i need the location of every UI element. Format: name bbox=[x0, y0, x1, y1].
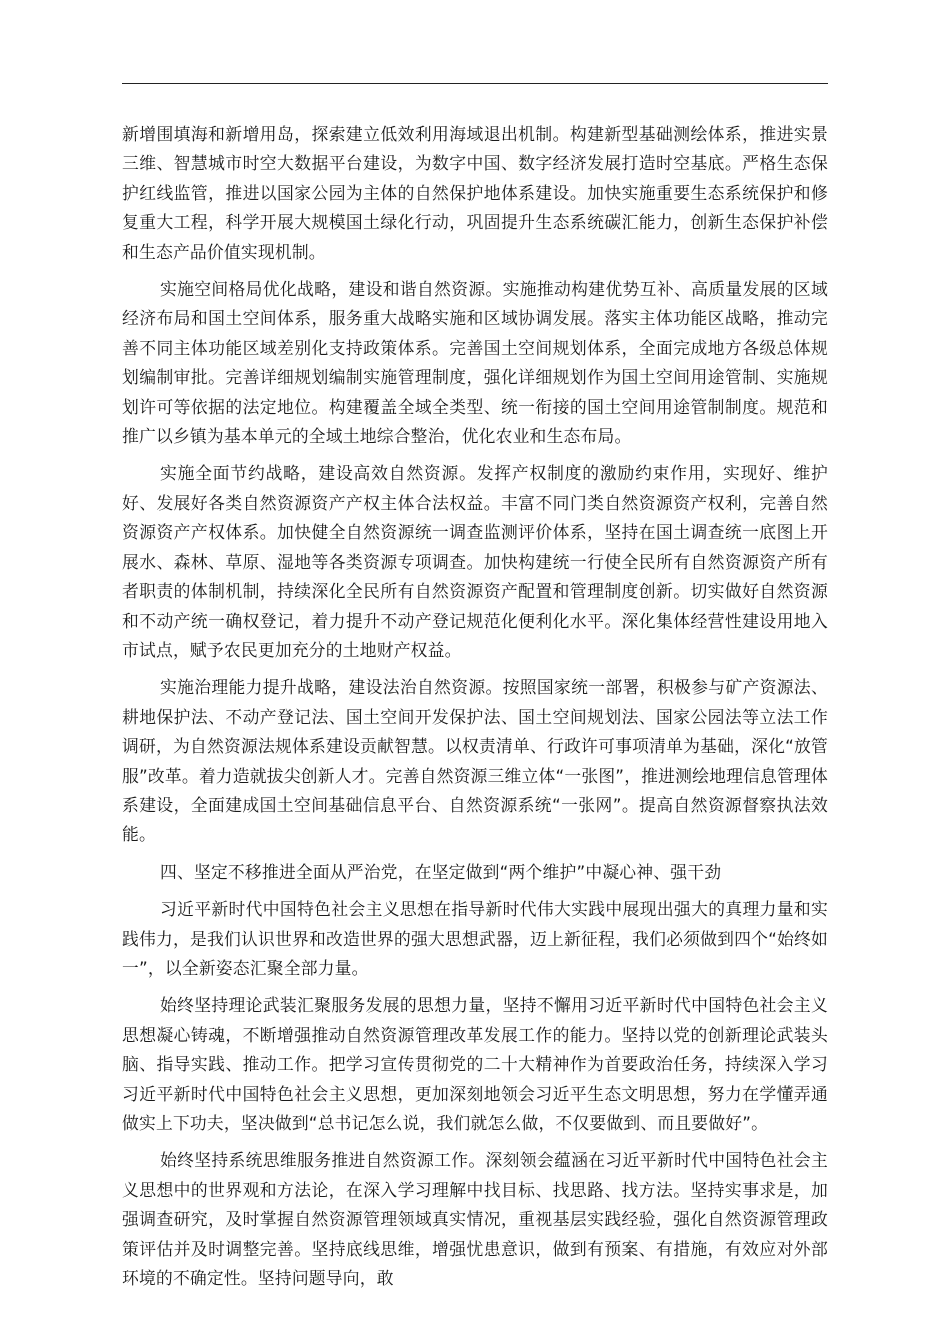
paragraph-systems-thinking: 始终坚持系统思维服务推进自然资源工作。深刻领会蕴涵在习近平新时代中国特色社会主义思想中的世界观和方法论，在深入学习理解中找目标、找思路、找方法。坚持实事求是，加强调查研究，及时掌握自然资源管理领域真实情况，重视基层实践经验，强化自然资源管理政策评估并及时调整完善。坚持底线思维，增强忧患意识，做到有预案、有措施，有效应对外部环境的不确定性。坚持问题导向，敢 bbox=[122, 1150, 828, 1289]
paragraph-continuation: 新增围填海和新增用岛，探索建立低效利用海域退出机制。构建新型基础测绘体系，推进实景三维、智慧城市时空大数据平台建设，为数字中国、数字经济发展打造时空基底。严格生态保护红线监管，推进以国家公园为主体的自然保护地体系建设。加快实施重要生态系统保护和修复重大工程，科学开展大规模国土绿化行动，巩固提升生态系统碳汇能力，创新生态保护补偿和生态产品价值实现机制。 bbox=[122, 124, 828, 262]
paragraph-governance-strategy: 实施治理能力提升战略，建设法治自然资源。按照国家统一部署，积极参与矿产资源法、耕地保护法、不动产登记法、国土空间开发保护法、国土空间规划法、国家公园法等立法工作调研，为自然资源法规体系建设贡献智慧。以权责清单、行政许可事项清单为基础，深化“放管服”改革。着力造就拔尖创新人才。完善自然资源三维立体“一张图”，推进测绘地理信息管理体系建设，全面建成国土空间基础信息平台、自然资源系统“一张网”。提高自然资源督察执法效能。 bbox=[122, 677, 828, 845]
paragraph-spatial-strategy: 实施空间格局优化战略，建设和谐自然资源。实施推动构建优势互补、高质量发展的区域经济布局和国土空间体系，服务重大战略实施和区域协调发展。落实主体功能区战略，推动完善不同主体功能区域差别化支持政策体系。完善国土空间规划体系，全面完成地方各级总体规划编制审批。完善详细规划编制实施管理制度，强化详细规划作为国土空间用途管制、实施规划许可等依据的法定地位。构建覆盖全域全类型、统一衔接的国土空间用途管制制度。规范和推广以乡镇为基本单元的全域土地综合整治，优化农业和生态布局。 bbox=[122, 279, 828, 447]
section-heading-four: 四、坚定不移推进全面从严治党，在坚定做到“两个维护”中凝心神、强干劲 bbox=[160, 861, 722, 882]
header-rule bbox=[122, 83, 828, 84]
paragraph-thought-intro: 习近平新时代中国特色社会主义思想在指导新时代伟大实践中展现出强大的真理力量和实践伟力，是我们认识世界和改造世界的强大思想武器，迈上新征程，我们必须做到四个“始终如一”，以全新姿态汇聚全部力量。 bbox=[122, 899, 828, 978]
document-body bbox=[122, 120, 828, 1301]
paragraph-conservation-strategy: 实施全面节约战略，建设高效自然资源。发挥产权制度的激励约束作用，实现好、维护好、发展好各类自然资源资产产权主体合法权益。丰富不同门类自然资源资产权利，完善自然资源资产产权体系。加快健全自然资源统一调查监测评价体系，坚持在国土调查统一底图上开展水、森林、草原、湿地等各类资源专项调查。加快构建统一行使全民所有自然资源资产所有者职责的体制机制，持续深化全民所有自然资源资产配置和管理制度创新。切实做好自然资源和不动产统一确权登记，着力提升不动产登记规范化便利化水平。深化集体经营性建设用地入市试点，赋予农民更加充分的土地财产权益。 bbox=[122, 463, 828, 660]
paragraph-theory-arming: 始终坚持理论武装汇聚服务发展的思想力量，坚持不懈用习近平新时代中国特色社会主义思想凝心铸魂，不断增强推动自然资源管理改革发展工作的能力。坚持以党的创新理论武装头脑、指导实践、推动工作。把学习宣传贯彻党的二十大精神作为首要政治任务，持续深入学习习近平新时代中国特色社会主义思想，更加深刻地领会习近平生态文明思想，努力在学懂弄通做实上下功夫，坚决做到“总书记怎么说，我们就怎么做，不仅要做到、而且要做好”。 bbox=[122, 995, 828, 1133]
